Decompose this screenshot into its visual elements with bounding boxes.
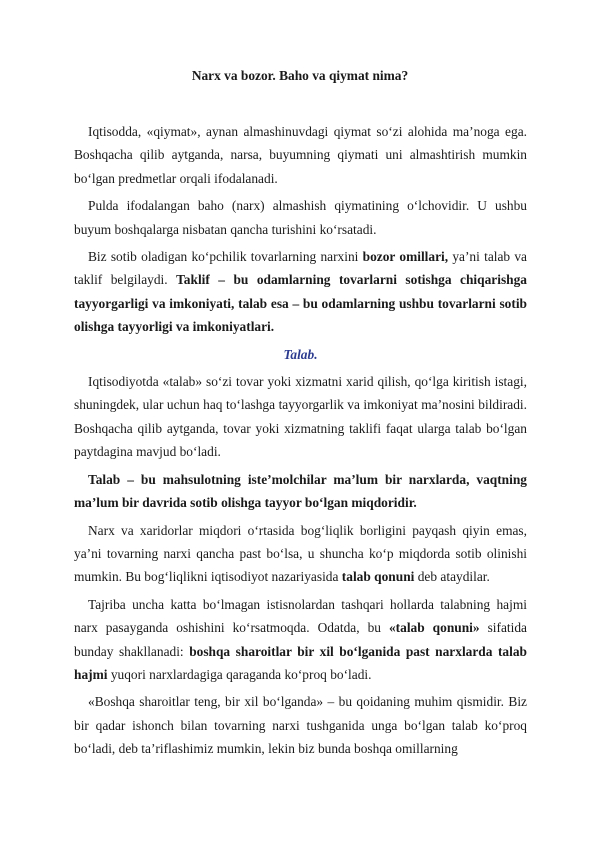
text-run: ya’ni talab va taklif belgilaydi.	[74, 249, 528, 288]
page-title: Narx va bozor. Baho va qiymat nima?	[191, 68, 409, 83]
paragraph-talab-definition: Talab – bu mahsulotning iste’molchilar ma’lum bir narxlarda, vaqtning ma’lum bir davrida sotib olishga tayyor bo‘lgan miqdoridir.	[74, 471, 527, 511]
paragraph-tajriba	[74, 593, 527, 687]
bold-term-talab-qonuni-quoted: «talab qonuni»	[388, 620, 480, 636]
bold-definition-taklif-talab: Taklif – bu odamlarning tovarlarni sotishga chiqarishga tayyorgarligi va imkoniyati, talab esa – bu odamlarning ushbu tovarlarni sotib olishga tayyorligi va imkoniyatlari.	[74, 272, 527, 335]
text-run: yuqori narxlardagiga qaraganda ko‘proq bo‘ladi.	[107, 666, 372, 682]
text-run: Biz sotib oladigan ko‘pchilik tovarlarning narxini	[88, 249, 363, 265]
paragraph-qiymat: Iqtisodda, «qiymat», aynan almashinuvdagi qiymat so‘zi alohida ma’noga ega. Boshqacha qilib aytganda, narsa, buyumning qiymati uni almashtirish mumkin bo‘lgan predmetlar orqali ifodalanadi.	[74, 124, 527, 186]
text-run: Narx va xaridorlar miqdori o‘rtasida bog‘liqlik borligini payqash qiyin emas, ya’ni tovarning narxi qancha past bo‘lsa, u shuncha ko‘p miqdorda sotib olinishi mumkin. Bu bog‘liqlikni iqtisodiyot nazariyasida	[74, 522, 527, 585]
paragraph-bozor-omillari	[74, 245, 527, 339]
paragraph-talab-qonuni	[74, 519, 527, 589]
section-heading-talab: Talab.	[283, 346, 318, 362]
paragraph-talab-meaning: Iqtisodiyotda «talab» so‘zi tovar yoki xizmatni xarid qilish, qo‘lga kiritish istagi, shuningdek, ular uchun haq to‘lashga tayyorgarlik va imkoniyat ma’nosini bildiradi. Boshqacha qilib aytganda, tovar yoki xizmatning taklifi faqat ularga talab bo‘lgan paytdagina mavjud bo‘ladi.	[74, 374, 527, 460]
document-body	[74, 120, 527, 765]
text-run: Tajriba uncha katta bo‘lmagan istisnolardan tashqari hollarda talabning hajmi narx pasayganda oshishini ko‘rsatmoqda. Odatda, bu	[74, 596, 527, 636]
bold-term-talab-qonuni: talab qonuni	[341, 569, 415, 585]
bold-term-bozor-omillari: bozor omillari,	[362, 249, 449, 265]
text-run: sifatida bunday shakllanadi:	[74, 620, 527, 659]
paragraph-boshqa-sharoitlar: «Boshqa sharoitlar teng, bir xil bo‘lganda» – bu qoidaning muhim qismidir. Biz bir qadar ishonch bilan tovarning narxi tushganida unga bo‘lgan talab ko‘proq bo‘ladi, deb ta’riflashimiz mumkin, lekin biz bunda boshqa omillarning	[74, 694, 527, 757]
text-run: deb ataydilar.	[414, 569, 490, 585]
bold-rule-statement: boshqa sharoitlar bir xil bo‘lganida past narxlarda talab hajmi	[74, 643, 527, 682]
paragraph-baho: Pulda ifodalangan baho (narx) almashish qiymatining o‘lchovidir. U ushbu buyum boshqalarga nisbatan qancha turishini ko‘rsatadi.	[74, 198, 527, 237]
